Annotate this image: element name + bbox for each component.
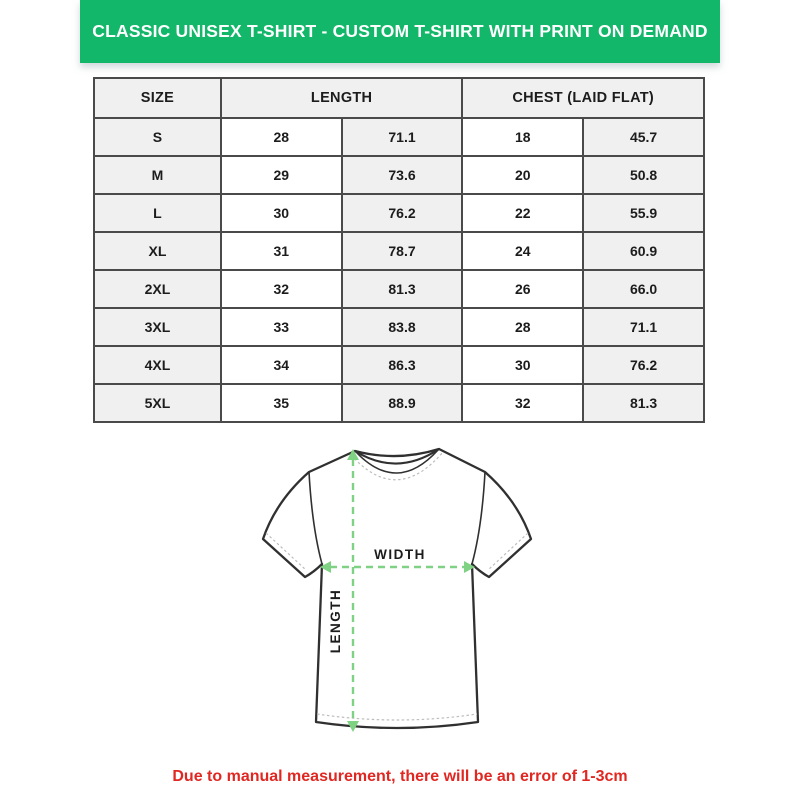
length-cm-cell: 86.3 [342,346,463,384]
tshirt-outline [263,449,531,728]
chest-cm-cell: 71.1 [583,308,704,346]
page-title: CLASSIC UNISEX T-SHIRT - CUSTOM T-SHIRT WITH PRINT ON DEMAND [92,21,708,41]
chest-in-cell: 32 [462,384,583,422]
length-label: LENGTH [328,588,343,654]
size-cell: 3XL [94,308,221,346]
chest-in-cell: 24 [462,232,583,270]
chest-cm-cell: 81.3 [583,384,704,422]
chest-cm-cell: 55.9 [583,194,704,232]
size-cell: L [94,194,221,232]
length-in-cell: 31 [221,232,342,270]
chest-cm-cell: 45.7 [583,118,704,156]
chest-in-cell: 30 [462,346,583,384]
length-in-cell: 34 [221,346,342,384]
length-cm-cell: 81.3 [342,270,463,308]
length-cm-cell: 73.6 [342,156,463,194]
length-in-cell: 32 [221,270,342,308]
length-in-cell: 33 [221,308,342,346]
chest-in-cell: 22 [462,194,583,232]
length-in-cell: 35 [221,384,342,422]
size-cell: 2XL [94,270,221,308]
chest-cm-cell: 66.0 [583,270,704,308]
length-in-cell: 29 [221,156,342,194]
chest-in-cell: 20 [462,156,583,194]
size-cell: S [94,118,221,156]
chest-in-cell: 28 [462,308,583,346]
chest-in-cell: 18 [462,118,583,156]
length-in-cell: 30 [221,194,342,232]
col-header-chest: CHEST (LAID FLAT) [462,78,704,118]
length-cm-cell: 88.9 [342,384,463,422]
length-cm-cell: 71.1 [342,118,463,156]
chest-cm-cell: 76.2 [583,346,704,384]
length-cm-cell: 78.7 [342,232,463,270]
length-cm-cell: 76.2 [342,194,463,232]
measurement-note: Due to manual measurement, there will be an error of 1-3cm [172,768,628,785]
length-cm-cell: 83.8 [342,308,463,346]
width-label: WIDTH [374,547,426,562]
size-cell: 4XL [94,346,221,384]
size-cell: 5XL [94,384,221,422]
chest-cm-cell: 60.9 [583,232,704,270]
col-header-size: SIZE [94,78,221,118]
chest-cm-cell: 50.8 [583,156,704,194]
length-in-cell: 28 [221,118,342,156]
size-cell: XL [94,232,221,270]
col-header-length: LENGTH [221,78,463,118]
size-cell: M [94,156,221,194]
chest-in-cell: 26 [462,270,583,308]
